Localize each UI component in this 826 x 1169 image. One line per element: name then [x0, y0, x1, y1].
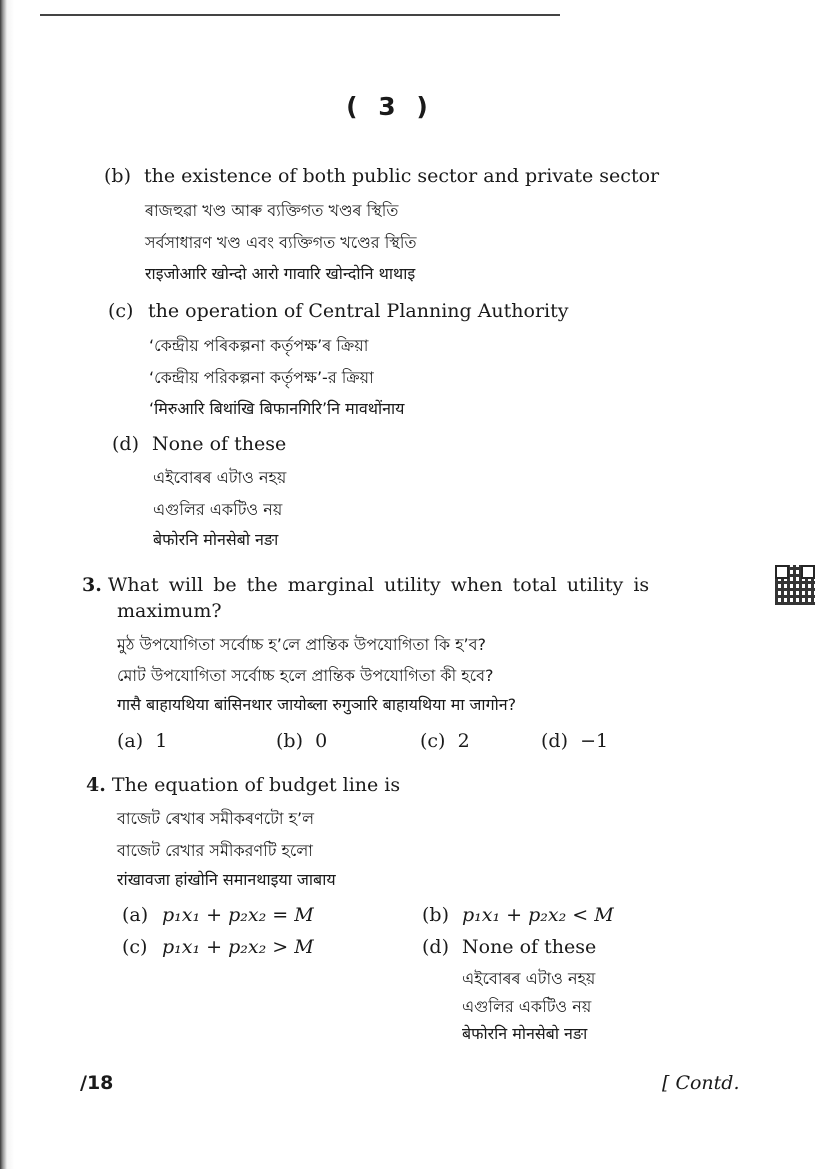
- option-label: (a): [122, 904, 149, 926]
- q3-option-a: [117, 730, 167, 752]
- q4-option-c: [122, 936, 314, 958]
- q3-option-b: [276, 730, 327, 752]
- q2-option-c-assamese: ‘কেন্দ্ৰীয় পৰিকল্পনা কর্তৃপক্ষ’ৰ ক্ৰিয়া: [149, 336, 369, 355]
- question-text-en: The equation of budget line is: [111, 774, 401, 796]
- q2-option-b-bodo: राइजोआरि खोन्दो आरो गावारि खोन्दोनि थाथाइ: [145, 264, 416, 283]
- option-label: (d): [541, 730, 568, 752]
- q4-question-assamese: বাজেট ৰেখাৰ সমীকৰণটো হ’ল: [117, 809, 315, 828]
- question-number: 3.: [82, 574, 102, 596]
- q4-question: [86, 774, 400, 796]
- q2-option-d-assamese: এইবোৰৰ এটাও নহয়: [153, 468, 287, 487]
- option-label: (d): [112, 433, 139, 455]
- q2-option-d: [112, 433, 286, 455]
- page-number: ( 3 ): [346, 92, 434, 121]
- option-text-en: the existence of both public sector and private sector: [144, 165, 660, 187]
- option-value: 2: [457, 730, 470, 752]
- footer-contd: [ Contd.: [662, 1072, 740, 1094]
- footer-code: /18: [80, 1072, 114, 1094]
- option-label: (c): [108, 300, 134, 322]
- question-number: 4.: [86, 774, 106, 796]
- option-equation: p₁x₁ + p₂x₂ < M: [462, 904, 614, 926]
- q4-question-bodo: रांखावजा हांखोनि समानथाइया जाबाय: [117, 870, 336, 889]
- option-label: (c): [420, 730, 446, 752]
- option-label: (c): [122, 936, 148, 958]
- option-value: −1: [580, 730, 609, 752]
- q2-option-b: [104, 165, 659, 187]
- q4-option-a: [122, 904, 314, 926]
- q2-option-c-bodo: ‘मिरुआरि बिथांखि बिफानगिरि’नि मावथोंनाय: [149, 399, 405, 418]
- option-value: 1: [155, 730, 168, 752]
- option-text-en: None of these: [462, 936, 597, 958]
- qr-code-icon: [775, 565, 815, 605]
- option-text-en: None of these: [152, 433, 287, 455]
- q2-option-c-bengali: ‘কেন্দ্রীয় পরিকল্পনা কর্তৃপক্ষ’-র ক্রিয়া: [149, 368, 374, 387]
- q2-option-d-bodo: बेफोरनि मोनसेबो नङा: [153, 530, 279, 549]
- q4-option-d-bengali: এগুলির একটিও নয়: [462, 997, 592, 1016]
- q3-question-assamese: মুঠ উপযোগিতা সৰ্বোচ্চ হ’লে প্ৰান্তিক উপযোগিতা কি হ’ব?: [117, 635, 487, 654]
- q4-option-d: [422, 936, 596, 958]
- option-equation: p₁x₁ + p₂x₂ > M: [162, 936, 314, 958]
- option-label: (b): [104, 165, 131, 187]
- q4-option-d-assamese: এইবোৰৰ এটাও নহয়: [462, 969, 596, 988]
- q3-question-bengali: মোট উপযোগিতা সর্বোচ্চ হলে প্রান্তিক উপযোগিতা কী হবে?: [117, 666, 494, 685]
- q3-question: [82, 574, 649, 596]
- q2-option-c: [108, 300, 569, 322]
- option-label: (a): [117, 730, 144, 752]
- q3-question-en-line2: maximum?: [117, 600, 222, 622]
- option-label: (d): [422, 936, 449, 958]
- q2-option-d-bengali: এগুলির একটিও নয়: [153, 500, 283, 519]
- q3-option-c: [420, 730, 470, 752]
- option-value: 0: [315, 730, 328, 752]
- option-label: (b): [276, 730, 303, 752]
- q2-option-b-assamese: ৰাজহুৱা খণ্ড আৰু ব্যক্তিগত খণ্ডৰ স্থিতি: [145, 201, 399, 220]
- option-equation: p₁x₁ + p₂x₂ = M: [162, 904, 314, 926]
- option-label: (b): [422, 904, 449, 926]
- question-text-en-line1: What will be the marginal utility when total utility is: [107, 574, 650, 596]
- q4-question-bengali: বাজেট রেখার সমীকরণটি হলো: [117, 841, 313, 860]
- q3-question-bodo: गासै बाहायथिया बांसिनथार जायोब्ला रुगुञारि बाहायथिया मा जागोन?: [117, 695, 517, 714]
- top-rule: [40, 14, 560, 16]
- q4-option-b: [422, 904, 614, 926]
- q4-option-d-bodo: बेफोरनि मोनसेबो नङा: [462, 1024, 588, 1043]
- q3-option-d: [541, 730, 608, 752]
- option-text-en: the operation of Central Planning Authority: [148, 300, 569, 322]
- q2-option-b-bengali: সর্বসাধারণ খণ্ড এবং ব্যক্তিগত খণ্ডের স্থিতি: [145, 233, 417, 252]
